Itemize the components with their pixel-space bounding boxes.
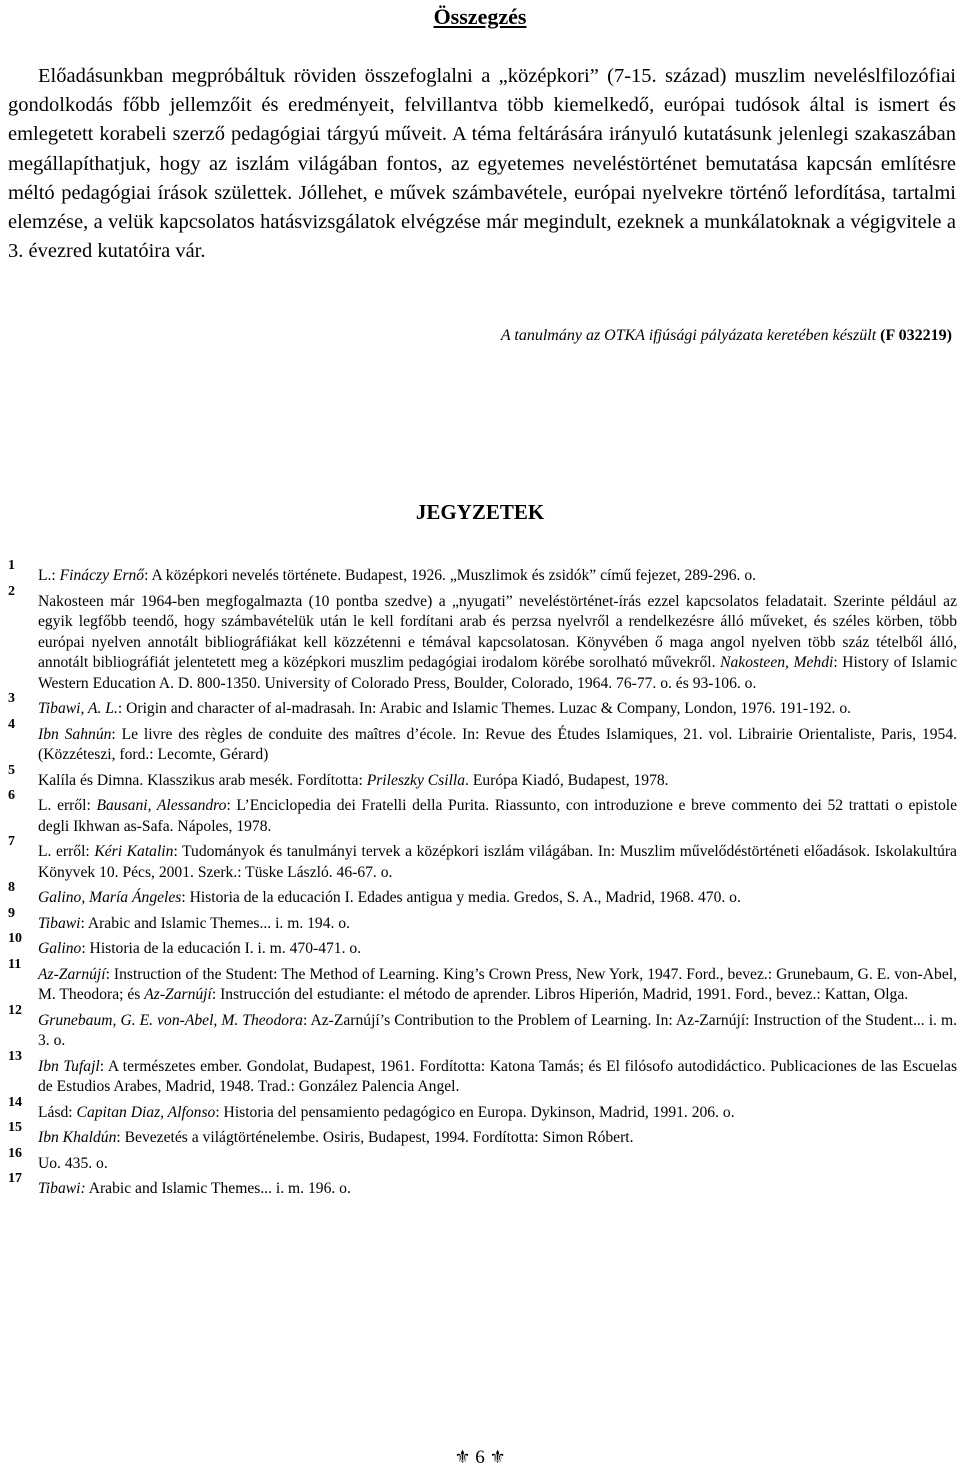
note-item <box>0 1171 957 1200</box>
note-segment: : A középkori nevelés története. Budapest, 1926. „Muszlimok és zsidók” című fejezet, 289-296. o. <box>144 567 757 584</box>
note-author: Capitan Diaz, Alfonso <box>76 1103 216 1121</box>
note-segment: . Európa Kiadó, Budapest, 1978. <box>465 771 669 789</box>
note-author: Galino, María Ángeles <box>38 889 182 906</box>
note-segment: : A természetes ember. Gondolat, Budapest, 1961. Fordította: Katona Tamás; és El filósofo autodidáctico. Publicaciones de las Escuelas de Estudios Arabes, Madrid, 1948. Trad.: González Palencia Angel. <box>38 1057 958 1095</box>
ornament-right-icon: ⚜ <box>489 1447 506 1468</box>
note-author: Ibn Sahnún <box>38 725 112 743</box>
note-text <box>38 771 957 792</box>
page-number: 6 <box>475 1447 485 1468</box>
note-segment: : Historia de la educación I. i. m. 470-471. o. <box>81 940 362 957</box>
notes-heading: JEGYZETEK <box>415 500 545 524</box>
note-author: Tibawi, A. L. <box>38 700 118 717</box>
note-number: 8 <box>8 880 15 895</box>
note-text <box>38 939 957 960</box>
note-text <box>38 566 957 587</box>
note-item <box>0 1094 957 1124</box>
note-segment: Nakosteen már 1964-ben megfogalmazta (10 pontba szedve) a „nyugati” neveléstörténet-írás ezzel kapcsolatos feladatait. Szerinte például az egyik legfőbb teendő, hogy számbavételük után le kell fordítani arab és perzsa nyelvről a rendelkezésre álló műveket, és széles körben, több európai nyelven annotált bibliográfiákat kell közzétenni e témával kapcsolatosan. Könyvében ő maga angol nyelven több száz tételből álló, annotált bibliográfiát jelentetett meg a középkori muszlim pedagógiai irodalom körébe sorolható művekről. <box>38 592 957 671</box>
note-text <box>38 1057 957 1098</box>
note-number: 15 <box>8 1120 22 1135</box>
note-text <box>38 1179 957 1200</box>
note-number: 9 <box>8 905 15 921</box>
note-number: 1 <box>8 558 15 573</box>
note-segment: : L’Enciclopedia dei Fratelli della Purita. Riassunto, con introduzione e breve commento dei 52 trattati o epistole degli Ikhwan as-Safa. Nápoles, 1978. <box>38 797 957 835</box>
note-author: Tibawi: <box>38 1180 86 1197</box>
note-author: Az-Zarnújí <box>38 965 106 983</box>
note-text <box>38 796 957 837</box>
note-segment: : Instruction of the Student: The Method of Learning. King’s Crown Press, New York, 1947. Ford., bevez.: Grunebaum, G. E. von-Abel, M. Theodora; és <box>38 965 957 1003</box>
note-number: 13 <box>8 1048 22 1064</box>
note-text <box>38 842 957 883</box>
funding-note <box>501 327 952 345</box>
note-item <box>0 788 957 837</box>
note-item <box>0 558 957 587</box>
grant-code: (F 032219) <box>880 327 952 344</box>
note-number: 17 <box>8 1171 22 1186</box>
note-segment: : Historia del pensamiento pedagógico en Europa. Dykinson, Madrid, 1991. 206. o. <box>215 1103 735 1121</box>
section-title: Összegzés <box>433 4 527 29</box>
note-segment: L. erről: <box>38 797 97 814</box>
note-segment: L.: <box>38 567 60 584</box>
note-segment: : History of Islamic Western Education A. D. 800-1350. University of Colorado Press, Boulder, Colorado, 1964. 76-77. o. és 93-106. o. <box>38 654 958 692</box>
note-number: 7 <box>8 834 15 849</box>
note-segment: : Bevezetés a világtörténelembe. Osiris, Budapest, 1994. Fordította: Simon Róbert. <box>116 1129 634 1146</box>
note-item <box>0 931 957 960</box>
note-segment: : Az-Zarnújí’s Contribution to the Problem of Learning. In: Az-Zarnújí: Instruction of the Student... i. m. 3. o. <box>38 1011 957 1049</box>
note-item <box>0 691 957 720</box>
note-number: 6 <box>8 788 15 803</box>
note-author: Kéri Katalin <box>94 843 174 860</box>
note-item <box>0 1145 957 1175</box>
note-segment: : Origin and character of al-madrasah. In: Arabic and Islamic Themes. Luzac & Company, London, 1976. 191-192. o. <box>117 700 852 717</box>
note-item <box>0 905 957 935</box>
funding-text: A tanulmány az OTKA ifjúsági pályázata keretében készült <box>500 327 881 344</box>
note-number: 16 <box>8 1145 22 1161</box>
note-author: Fináczy Ernő <box>59 567 145 584</box>
note-item <box>0 1002 957 1052</box>
summary-paragraph <box>8 62 956 266</box>
note-author: Az-Zarnújí <box>144 986 212 1003</box>
note-segment: Uo. 435. o. <box>38 1154 108 1172</box>
note-segment: : Tudományok és tanulmányi tervek a középkori iszlám világában. In: Muszlim művelődéstörténeti előadások. Iskolakultúra Könyvek 10. Pécs, 2001. Szerk.: Tüske László. 46-67. o. <box>38 843 957 881</box>
note-item <box>0 956 957 1006</box>
note-author: Tibawi <box>38 914 81 932</box>
note-text <box>38 1103 957 1124</box>
note-number: 2 <box>8 583 15 599</box>
note-author: Nakosteen, Mehdi <box>720 654 834 671</box>
note-text <box>38 699 957 720</box>
note-author: Ibn Tufajl <box>38 1057 100 1075</box>
note-item <box>0 583 958 695</box>
note-number: 5 <box>8 762 15 778</box>
note-text <box>38 914 957 935</box>
note-number: 11 <box>8 956 22 972</box>
note-author: Bausani, Alessandro <box>96 797 227 814</box>
note-author: Galino <box>38 940 82 957</box>
note-author: Ibn Khaldún <box>38 1129 117 1146</box>
note-segment: : Arabic and Islamic Themes... i. m. 194. o. <box>80 914 351 932</box>
note-text <box>38 1128 957 1149</box>
note-segment: : Instrucción del estudiante: el método de aprender. Libros Hiperión, Madrid, 1991. Ford., bevez.: Kattan, Olga. <box>211 986 909 1003</box>
note-text <box>38 1011 957 1052</box>
page-footer <box>0 1447 960 1469</box>
note-item <box>0 834 957 883</box>
note-number: 3 <box>8 691 15 706</box>
note-segment: : Historia de la educación I. Edades antigua y media. Gredos, S. A., Madrid, 1968. 470. o. <box>181 889 741 906</box>
note-author: Prileszky Csilla <box>366 771 466 789</box>
note-number: 14 <box>8 1094 22 1110</box>
note-item <box>0 1048 958 1098</box>
note-number: 4 <box>8 716 15 732</box>
note-item <box>0 716 958 766</box>
notes-list <box>0 558 960 1205</box>
note-text <box>38 1154 957 1175</box>
note-item <box>0 1120 957 1149</box>
note-segment: L. erről: <box>38 843 95 860</box>
note-text <box>38 888 957 909</box>
note-text <box>38 592 957 695</box>
note-text <box>38 965 957 1006</box>
note-segment: Arabic and Islamic Themes... i. m. 196. o. <box>85 1180 351 1197</box>
note-number: 12 <box>8 1002 22 1018</box>
note-item <box>0 880 957 909</box>
note-segment: : Le livre des règles de conduite des maîtres d’école. In: Revue des Études Islamiques, 21. vol. Librairie Orientaliste, Paris, 1954. (Közzéteszi, ford.: Lecomte, Gérard) <box>38 725 958 763</box>
note-text <box>38 725 957 766</box>
summary-text: Előadásunkban megpróbáltuk röviden összefoglalni a „középkori” (7-15. század) muszlim neveléslfilozófiai gondolkodás főbb jellemzőit és eredményeit, felvillantva több kiemelkedő, európai tudósok által is ismert és emlegetett korabeli szerző pedagógiai tárgyú műveit. A téma feltárására irányuló kutatásunk jelenlegi szakaszában megállapíthatjuk, hogy az iszlám világában fontos, az egyetemes neveléstörténet bemutatása kapcsán említésre méltó pedagógiai írások születtek. Jóllehet, e művek számbavétele, európai nyelvekre történő lefordítása, tartalmi elemzése, a velük kapcsolatos hatásvizsgálatok elvégzése már megindult, ezeknek a munkálatoknak a végigvitele a 3. évezred kutatóira vár. <box>8 65 956 263</box>
note-author: Grunebaum, G. E. von-Abel, M. Theodora <box>38 1011 303 1029</box>
note-item <box>0 762 957 792</box>
note-segment: Kalíla és Dimna. Klasszikus arab mesék. Fordította: <box>38 771 367 789</box>
ornament-left-icon: ⚜ <box>454 1447 471 1468</box>
note-segment: Lásd: <box>38 1103 77 1121</box>
note-number: 10 <box>8 931 22 946</box>
